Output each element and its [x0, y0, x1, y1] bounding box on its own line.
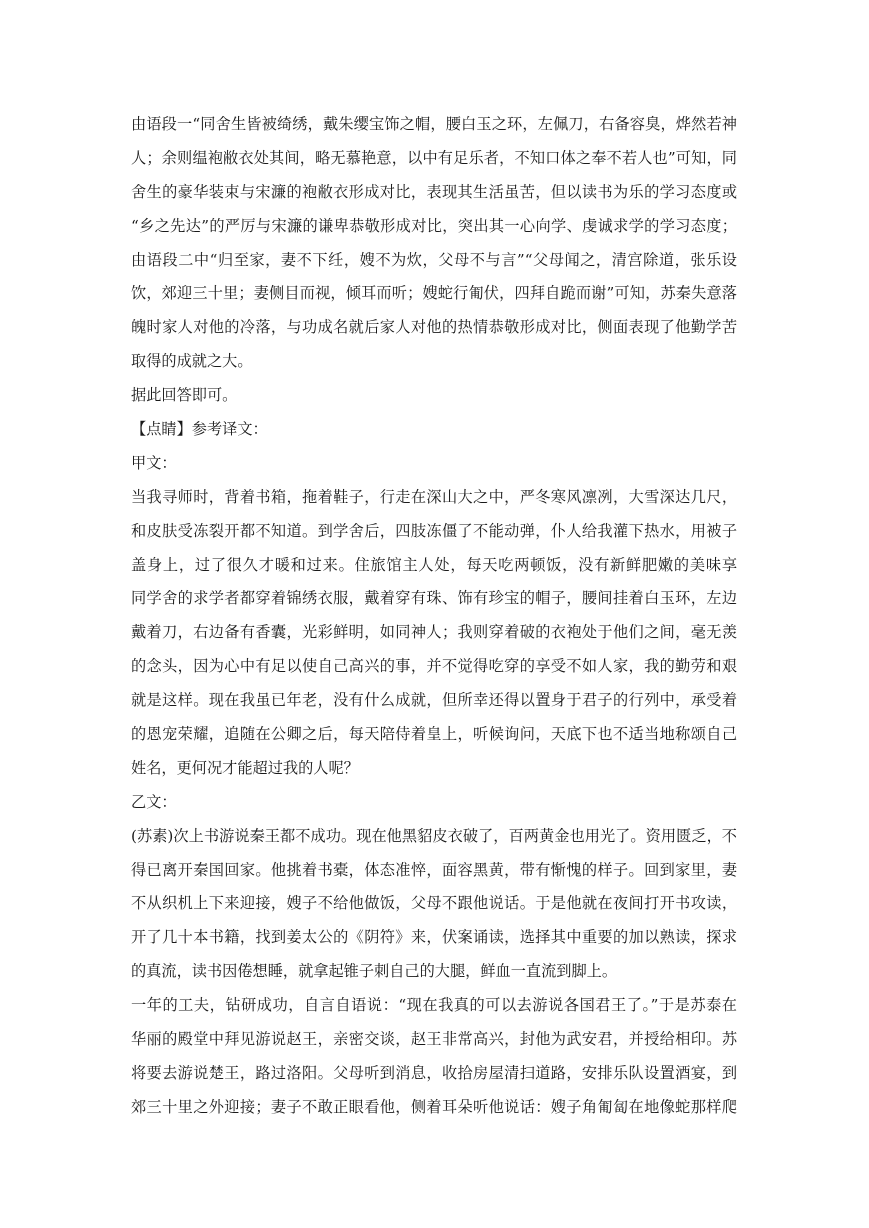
text-line: 据此回答即可。	[131, 386, 238, 405]
text-line: 魄时家人对他的冷落，与功成名就后家人对他的热情恭敬形成对比，侧面表现了他勤学苦	[131, 318, 737, 337]
text-line: 的真流，读书因倦想睡，就拿起锥子刺自己的大腿，鲜血一直流到脚上。	[131, 962, 617, 981]
text-line: 开了几十本书籍，找到姜太公的《阴符》来，伏案诵读，选择其中重要的加以熟读，探求	[131, 928, 737, 947]
text-line: “乡之先达”的严厉与宋濂的谦卑恭敬形成对比，突出其一心向学、虔诚求学的学习态度；	[131, 216, 737, 235]
text-line: 姓名，更何况才能超过我的人呢？	[131, 758, 359, 777]
text-line: 戴着刀，右边备有香囊，光彩鲜明，如同神人；我则穿着破的衣袍处于他们之间，毫无羡	[131, 623, 737, 642]
text-line: 取得的成就之大。	[131, 352, 253, 371]
text-line: 乙文：	[131, 792, 177, 811]
text-line: 就是这样。现在我虽已年老，没有什么成就，但所幸还得以置身于君子的行列中，承受着	[131, 691, 737, 710]
text-line: 舍生的豪华装束与宋濂的袍敝衣形成对比，表现其生活虽苦，但以读书为乐的学习态度或	[131, 182, 737, 201]
text-line: 一年的工夫，钻研成功，自言自语说：“现在我真的可以去游说各国君王了。”于是苏泰在	[131, 996, 737, 1015]
text-line: 不从织机上下来迎接，嫂子不给他做饭，父母不跟他说话。于是他就在夜间打开书攻读，	[131, 894, 737, 913]
text-line: 的恩宠荣耀，追随在公卿之后，每天陪侍着皇上，听候询问，天底下也不适当地称颂自己	[131, 725, 737, 744]
text-line: 甲文：	[131, 453, 177, 472]
text-line: 盖身上，过了很久才暖和过来。住旅馆主人处，每天吃两顿饭，没有新鲜肥嫩的美味享	[131, 555, 737, 574]
text-line: 人；余则缊袍敝衣处其间，略无慕艳意，以中有足乐者，不知口体之奉不若人也”可知，同	[131, 148, 737, 167]
text-line: 郊三十里之外迎接；妻子不敢正眼看他，侧着耳朵听他说话：嫂子角匍匐在地像蛇那样爬	[131, 1097, 737, 1116]
text-line: 由语段二中“归至家，妻不下纴，嫂不为炊，父母不与言”“父母闻之，清宫除道，张乐设	[131, 250, 737, 269]
text-line: 由语段一“同舍生皆被绮绣，戴朱缨宝饰之帽，腰白玉之环，左佩刀，右备容臭，烨然若神	[131, 115, 737, 133]
document-body	[131, 108, 737, 1125]
text-line: 当我寻师时，背着书箱，拖着鞋子，行走在深山大之中，严冬寒风凛冽，大雪深达几尺，	[131, 487, 737, 506]
text-line: 得已离开秦国回家。他挑着书橐，体态准悴，面容黑黄，带有惭愧的样子。回到家里，妻	[131, 860, 737, 879]
text-line: 将要去游说楚王，路过洛阳。父母听到消息，收拾房屋清扫道路，安排乐队设置酒宴，到	[131, 1063, 737, 1082]
text-line: 同学舍的求学者都穿着锦绣衣服，戴着穿有珠、饰有珍宝的帽子，腰间挂着白玉环，左边	[131, 589, 737, 608]
text-line: 的念头，因为心中有足以使自己高兴的事，并不觉得吃穿的享受不如人家，我的勤劳和艰	[131, 657, 737, 676]
text-line: 华丽的殿堂中拜见游说赵王，亲密交谈，赵王非常高兴，封他为武安君，并授给相印。苏	[131, 1030, 737, 1049]
text-line: 和皮肤受冻裂开都不知道。到学舍后，四肢冻僵了不能动弹，仆人给我灌下热水，用被子	[131, 521, 737, 540]
text-line: 饮，郊迎三十里；妻侧目而视，倾耳而听；嫂蛇行匍伏，四拜自跪而谢”可知，苏秦失意落	[131, 284, 737, 303]
text-line: (苏素)次上书游说秦王都不成功。现在他黑貂皮衣破了，百两黄金也用光了。资用匮乏，不	[131, 826, 737, 845]
text-line: 【点睛】参考译文：	[131, 420, 268, 439]
